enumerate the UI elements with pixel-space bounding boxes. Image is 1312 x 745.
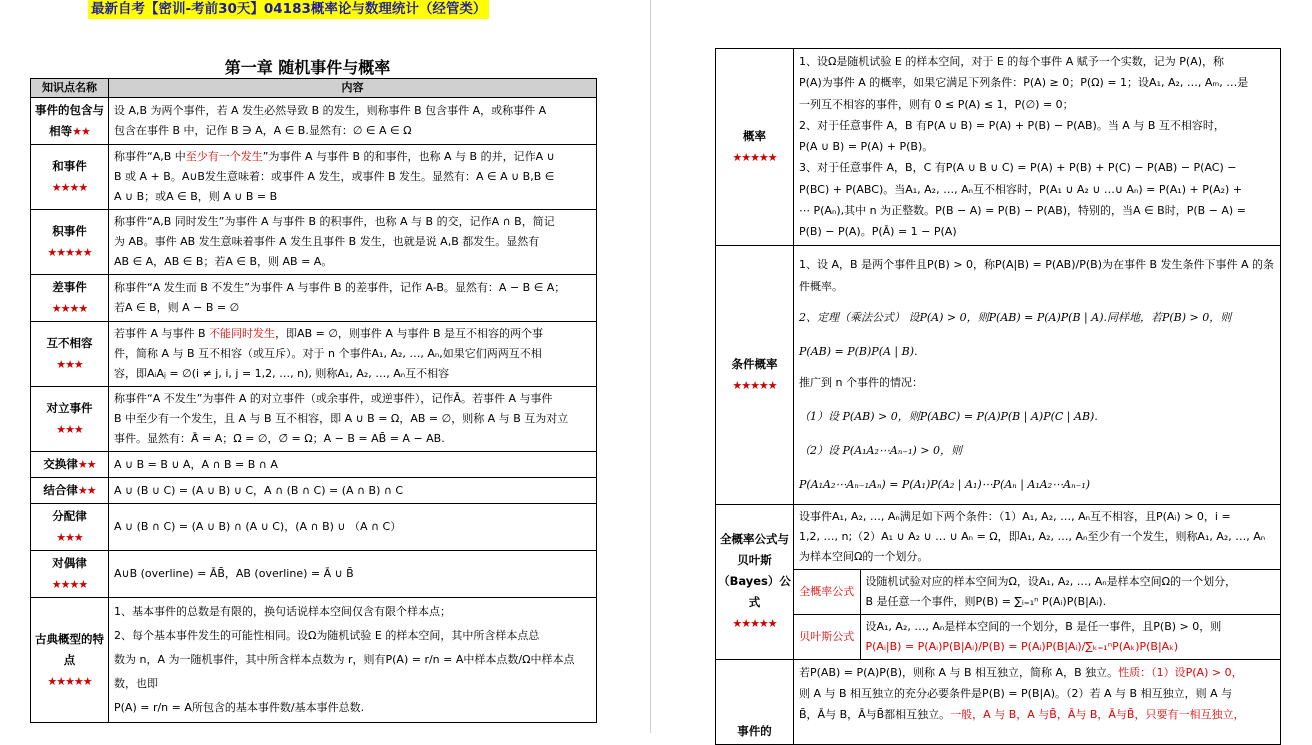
sub-label: 全概率公式: [794, 569, 860, 614]
star-rating: ★★★: [56, 358, 83, 371]
star-rating: ★★★★★: [732, 150, 777, 164]
row-name: 结合律: [43, 483, 78, 497]
highlight-text: 至少有一个发生: [185, 150, 263, 163]
row-line: A ∪ B；或A ∈ B，则 A ∪ B = B: [114, 190, 278, 203]
star-rating: ★★: [77, 458, 96, 471]
highlight-text: 性质：（1）设P(A) > 0，: [1118, 665, 1243, 679]
row-name: 积事件: [52, 224, 87, 238]
row-line: A ∪ B = B ∪ A，A ∩ B = B ∩ A: [114, 457, 278, 471]
row-line: [114, 324, 592, 344]
row-line: ⋯ P(Aₙ),其中 n 为正整数。P(B − A) = P(B) − P(AB)，特别的，当A ∈ B时，P(B − A) =: [799, 204, 1246, 218]
star-rating: ★★★★★: [47, 674, 92, 688]
table-row: [31, 504, 597, 551]
star-rating: ★★★: [56, 531, 83, 544]
header-content: 内容: [109, 79, 597, 98]
row-line: P(A)为事件 A 的概率，如果它满足下列条件：P(A) ≥ 0；P(Ω) = 1；设A₁, A₂, …, Aₘ, …是: [799, 76, 1249, 90]
row-line: 设A₁, A₂, …, Aₙ是样本空间的一个划分，B 是任一事件，且P(B) > 0，则: [865, 619, 1222, 633]
table-row: [31, 210, 597, 275]
table-row: [31, 452, 597, 478]
table-row: [716, 49, 1281, 246]
row-line: 设随机试验对应的样本空间为Ω，设A₁, A₂, …, Aₙ是样本空间Ω的一个划分，: [865, 574, 1237, 588]
formula-subtable: [794, 569, 1280, 659]
row-line: 事件。显然有：Ā̄ = A；Ω̄ = ∅，∅̄ = Ω；A − B = AB̄ = A − AB.: [114, 432, 445, 445]
document-header: 最新自考【密训-考前30天】04183概率论与数理统计（经管类）: [88, 0, 489, 19]
row-line: P(B) − P(A)。P(Ā) = 1 − P(A): [799, 225, 957, 239]
row-line: 2、定理（乘法公式） 设P(A) > 0，则P(AB) = P(A)P(B | A).同样地，若P(B) > 0，则: [799, 310, 1232, 324]
row-line: 容，即AᵢAⱼ = ∅(i ≠ j, i, j = 1,2, …, n), 则称A₁, A₂, …, Aₙ互不相容: [114, 367, 450, 380]
row-line: 设 A,B 为两个事件，若 A 发生必然导致 B 的发生，则称事件 B 包含事件 A，或称事件 A: [114, 104, 547, 117]
row-name: 事件的包含与相等: [35, 103, 104, 138]
row-line: 件概率。: [799, 279, 843, 293]
row-line: P(A ∪ B) = P(A) + P(B)。: [799, 140, 934, 154]
row-line: A ∪ (B ∪ C) = (A ∪ B) ∪ C，A ∩ (B ∩ C) = (A ∩ B) ∩ C: [114, 483, 404, 497]
star-rating: ★★: [77, 484, 96, 497]
text-segment: 若P(AB) = P(A)P(B)，则称 A 与 B 相互独立，简称 A，B 独立。: [799, 665, 1119, 679]
row-line: 包含在事件 B 中，记作 B ∋ A，A ∈ B.显然有：∅ ∈ A ∈ Ω: [114, 124, 412, 137]
row-name: 差事件: [52, 280, 87, 294]
subtable-row: [794, 569, 1280, 614]
row-line: 件，简称 A 与 B 互不相容（或互斥）。对于 n 个事件A₁, A₂, …, Aₙ,如果它们两两互不相: [114, 347, 542, 360]
table-row: [716, 245, 1281, 504]
text-segment: B̄，Ā与 B，Ā与B̄都相互独立。: [799, 707, 951, 721]
row-line: [114, 147, 592, 167]
row-line: P(BC) + P(ABC)。当A₁, A₂, …, Aₙ互不相容时，P(A₁ ∪ A₂ ∪ …∪ Aₙ) = P(A₁) + P(A₂) +: [799, 182, 1243, 196]
highlight-text: 一般，A 与 B，A 与B̄，Ā与 B，Ā与B̄，只要有一相互独立，: [950, 707, 1245, 721]
table-row: [31, 478, 597, 504]
row-line: B 中至少有一个发生，且 A 与 B 互不相容，即 A ∪ B = Ω，AB = ∅，则称 A 与 B 互为对立: [114, 412, 569, 425]
row-line: 称事件“A 发生而 B 不发生”为事件 A 与事件 B 的差事件，记作 A-B。显然有：A − B ∈ A；: [114, 281, 566, 294]
row-name: 互不相容: [46, 336, 93, 350]
star-rating: ★★★★★: [47, 246, 92, 259]
row-line: AB ∈ A，AB ∈ B；若A ∈ B，则 AB = A。: [114, 255, 333, 268]
row-name: 对立事件: [46, 401, 93, 415]
row-line: [799, 662, 1276, 683]
star-rating: ★★★★: [51, 302, 88, 315]
row-name: 交换律: [43, 457, 78, 471]
table-row: [31, 387, 597, 452]
table-row: [31, 598, 597, 723]
text-segment: 若事件 A 与事件 B: [114, 327, 210, 340]
row-line: （2）设 P(A₁A₂⋯Aₙ₋₁) > 0，则: [799, 443, 963, 457]
left-knowledge-table: [30, 78, 597, 723]
row-line: A ∪ (B ∩ C) = (A ∪ B) ∩ (A ∪ C)，(A ∩ B) ∪ （A ∩ C）: [114, 520, 402, 533]
row-line: 为 AB。事件 AB 发生意味着事件 A 发生且事件 B 发生，也就是说 A,B 都发生。显然有: [114, 235, 540, 248]
row-line: 为样本空间Ω的一个划分。: [799, 549, 929, 563]
table-row: [31, 322, 597, 387]
row-name: 对偶律: [52, 556, 87, 570]
table-row: [716, 659, 1281, 744]
row-line: 设事件A₁, A₂, …, Aₙ满足如下两个条件：（1）A₁, A₂, …, Aₙ互不相容，且P(Aᵢ) > 0，i =: [799, 509, 1231, 523]
row-name: 事件的: [737, 723, 772, 738]
table-row: [31, 551, 597, 598]
row-line: 2、对于任意事件 A，B 有P(A ∪ B) = P(A) + P(B) − P(AB)。当 A 与 B 互不相容时，: [799, 118, 1225, 132]
row-line: 称事件“A,B 同时发生”为事件 A 与事件 B 的积事件，也称 A 与 B 的交，记作A ∩ B，简记: [114, 215, 555, 228]
star-rating: ★★★★: [51, 181, 88, 194]
row-name: 全概率公式与贝叶斯（Bayes）公式: [718, 532, 791, 610]
row-line: 1、基本事件的总数是有限的，换句话说样本空间仅含有限个样本点；: [114, 605, 451, 618]
row-line: 推广到 n 个事件的情况：: [799, 375, 923, 389]
row-name: 分配律: [52, 509, 87, 523]
row-name: 概率: [743, 128, 766, 143]
row-name: 和事件: [52, 159, 87, 173]
table-row: [31, 275, 597, 322]
row-line: A∪B (overline) = ĀB̄，AB (overline) = Ā ∪ B̄: [114, 567, 354, 580]
subtable-row: [794, 614, 1280, 659]
table-row: [31, 145, 597, 210]
text-segment: 称事件“A,B 中: [114, 150, 186, 163]
row-line: 2、每个基本事件发生的可能性相同。设Ω为随机试验 E 的样本空间，其中所含样本点总: [114, 629, 540, 642]
text-segment: ”为事件 A 与事件 B 的和事件，也称 A 与 B 的并，记作A ∪: [262, 150, 555, 163]
star-rating: ★★★★★: [732, 378, 777, 392]
row-line: 1、设Ω是随机试验 E 的样本空间，对于 E 的每个事件 A 赋予一个实数，记为 P(A)，称: [799, 55, 1225, 68]
header-topic: 知识点名称: [31, 79, 109, 98]
row-line: P(Aᵢ|B) = P(Aᵢ)P(B|Aᵢ)/P(B) = P(Aᵢ)P(B|Aᵢ)/∑ₖ₌₁ⁿP(Aₖ)P(B|Aₖ): [865, 639, 1179, 653]
chapter-title: 第一章 随机事件与概率: [224, 58, 391, 77]
row-line: P(AB) = P(B)P(A | B).: [799, 344, 918, 358]
row-line: 称事件“A 不发生”为事件 A 的对立事件（或余事件，或逆事件），记作Ā。若事件 A 与事件: [114, 392, 553, 405]
row-line: P(A) = r/n = A所包含的基本事件数/基本事件总数.: [114, 701, 365, 714]
row-line: 一列互不相容的事件，则有 0 ≤ P(A) ≤ 1，P(∅) = 0；: [799, 97, 1074, 111]
row-line: 1,2, …, n;（2）A₁ ∪ A₂ ∪ … ∪ Aₙ = Ω，即A₁, A₂, …, Aₙ至少有一个发生，则称A₁, A₂, …, Aₙ: [799, 529, 1266, 543]
row-line: （1）设 P(AB) > 0，则P(ABC) = P(A)P(B | A)P(C | AB).: [799, 409, 1098, 423]
row-line: 数为 n，A 为一随机事件，其中所含样本点数为 r，则有P(A) = r/n = A中样本点数/Ω中样本点数，也即: [114, 653, 575, 690]
row-line: [799, 704, 1276, 725]
row-line: B 或 A + B。A∪B发生意味着：或事件 A 发生，或事件 B 发生。显然有：A ∈ A ∪ B,B ∈: [114, 170, 555, 183]
right-knowledge-table: [715, 48, 1281, 745]
sub-label: 贝叶斯公式: [794, 614, 860, 659]
row-line: 1、设 A，B 是两个事件且P(B) > 0，称P(A|B) = P(AB)/P(B)为在事件 B 发生条件下事件 A 的条: [799, 257, 1275, 271]
table-row: [716, 504, 1281, 659]
text-segment: ，即AB = ∅，则事件 A 与事件 B 是互不相容的两个事: [275, 327, 543, 340]
table-row: [31, 98, 597, 145]
star-rating: ★★★: [56, 423, 83, 436]
row-name: 条件概率: [731, 356, 778, 371]
highlight-text: 不能同时发生: [209, 327, 276, 340]
row-line: P(A₁A₂⋯Aₙ₋₁Aₙ) = P(A₁)P(A₂ | A₁)⋯P(Aₙ | A₁A₂⋯Aₙ₋₁): [799, 477, 1091, 491]
row-line: 若A ∈ B，则 A − B = ∅: [114, 301, 240, 314]
row-line: B 是任意一个事件，则P(B) = ∑ᵢ₌₁ⁿ P(Aᵢ)P(B|Aᵢ).: [865, 594, 1107, 608]
page-divider: [650, 0, 651, 733]
star-rating: ★★★★: [51, 578, 88, 591]
table-header-row: [31, 79, 597, 98]
star-rating: ★★: [72, 125, 90, 138]
row-line: 3、对于任意事件 A，B，C 有P(A ∪ B ∪ C) = P(A) + P(B) + P(C) − P(AB) − P(AC) −: [799, 161, 1237, 175]
row-name: 古典概型的特点: [35, 631, 104, 667]
star-rating: ★★★★★: [732, 617, 777, 631]
row-line: 则 A 与 B 相互独立的充分必要条件是P(B) = P(B|A)。（2）若 A 与 B 相互独立，则 A 与: [799, 686, 1233, 700]
